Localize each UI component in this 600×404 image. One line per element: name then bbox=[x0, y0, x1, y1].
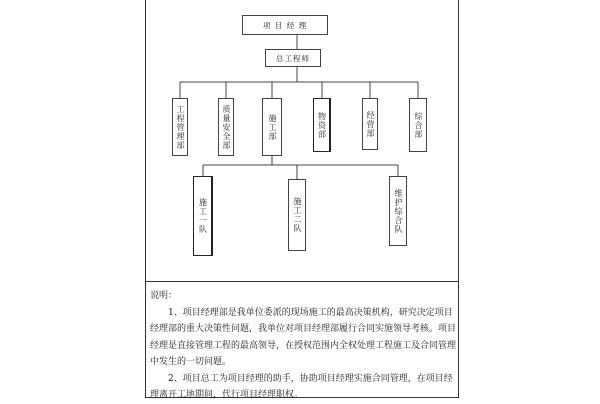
notes-paragraph-1: 1、项目经理部是我单位委派的现场施工的最高决策机构，研究决定项目经理部的重大决策性问题，我单位对项目经理部履行合同实施领导考核。项目经理是直接管理工程的最高领导，在授权范围内全权处理工程施工及合同管理中发生的一切问题。 bbox=[150, 307, 457, 367]
chief-engineer-box: 总工程师 bbox=[265, 49, 321, 67]
notes-section bbox=[150, 288, 456, 404]
notes-heading: 说明： bbox=[150, 291, 178, 301]
dept-operations-box: 经营部 bbox=[362, 98, 378, 150]
dept-quality-safety-box: 质量安全部 bbox=[218, 98, 234, 156]
team-construction-2-box: 施工二队 bbox=[288, 179, 306, 251]
notes-paragraph-2: 2、项目总工为项目经理的助手，协助项目经理实施合同管理，在项目经理离开工地期间，代行项目经理职权。 bbox=[150, 373, 453, 400]
dept-construction-box: 施工部 bbox=[262, 98, 282, 156]
dept-materials-box: 物资部 bbox=[313, 98, 331, 152]
project-manager-box: 项 目 经 理 bbox=[242, 15, 328, 35]
dept-engineering-management-box: 工程管理部 bbox=[172, 98, 188, 156]
dept-general-affairs-box: 综合部 bbox=[409, 98, 427, 152]
team-maintenance-box: 维护综合队 bbox=[389, 176, 407, 246]
team-construction-1-box: 施工一队 bbox=[193, 176, 213, 256]
